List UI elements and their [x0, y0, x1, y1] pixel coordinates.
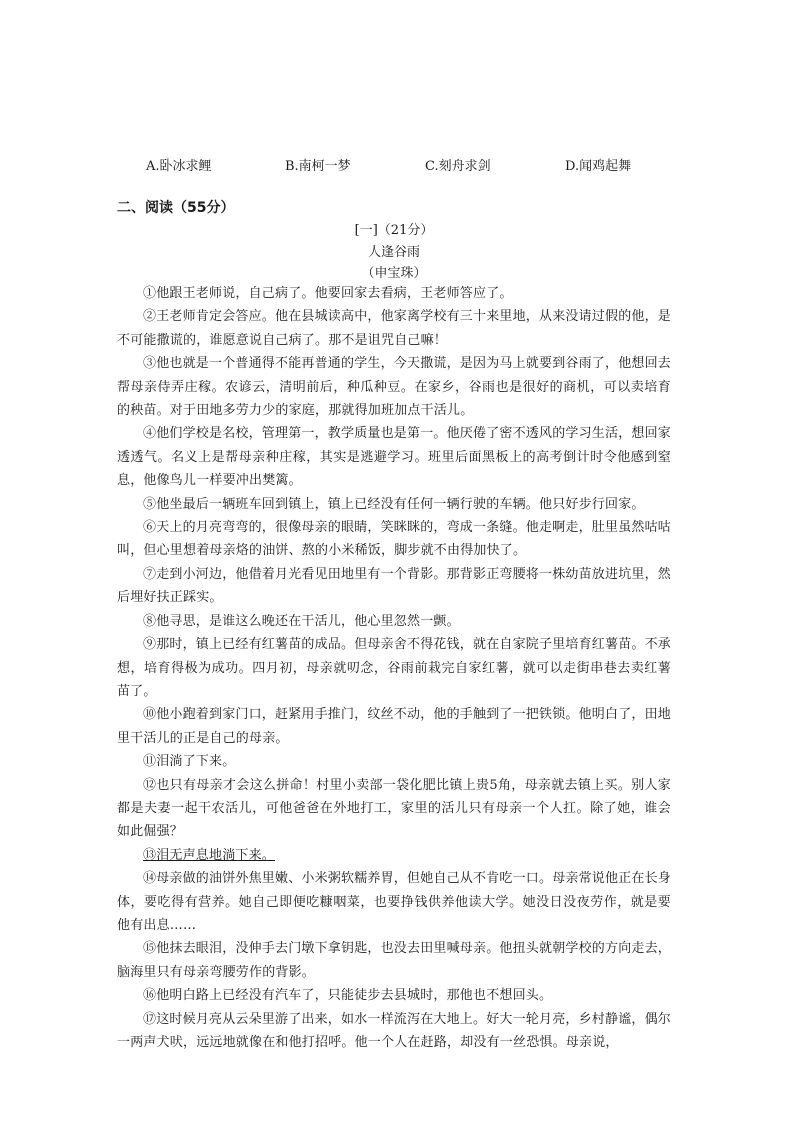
paragraph-12: ⑫也只有母亲才会这么拼命！村里小卖部一袋化肥比镇上贵5角，母亲就去镇上买。别人家都是夫妻一起干农活儿，可他爸爸在外地打工，家里的活儿只有母亲一个人扛。除了她，谁会如此倔强？	[117, 777, 671, 840]
underlined-sentence: ⑬泪无声息地淌下来。	[143, 847, 276, 863]
paragraph-4: ④他们学校是名校，管理第一，教学质量也是第一。他厌倦了密不透风的学习生活，想回家透透气。名义上是帮母亲种庄稼，其实是逃避学习。班里后面黑板上的高考倒计时令他感到窒息，他像鸟儿一样要冲出樊篱。	[117, 426, 672, 489]
paragraph-8: ⑧他寻思，是谁这么晚还在干活儿，他心里忽然一颤。	[143, 613, 460, 629]
paragraph-1: ①他跟王老师说，自己病了。他要回家去看病，王老师答应了。	[143, 286, 513, 301]
paragraph-5: ⑤他坐最后一辆班车回到镇上，镇上已经没有任何一辆行驶的车辆。他只好步行回家。	[143, 496, 645, 512]
paragraph-11: ⑪泪淌了下来。	[143, 754, 236, 770]
paragraph-9: ⑨那时，镇上已经有红薯苗的成品。但母亲舍不得花钱，就在自家院子里培育红薯苗。不承想，培育得极为成功。四月初，母亲就叨念，谷雨前栽完自家红薯，就可以走街串巷去卖红薯苗了。	[117, 637, 672, 699]
paragraph-2: ②王老师肯定会答应。他在县城读高中，他家离学校有三十来里地，从来没请过假的他，是不可能撒谎的，谁愿意说自己病了。那不是诅咒自己嘛！	[117, 309, 672, 348]
option-d: D.闻鸡起舞	[565, 159, 632, 174]
paragraph-17: ⑰这时候月亮从云朵里游了出来，如水一样流泻在大地上。好大一轮月亮，乡村静谧，偶尔一两声犬吠，远远地就像在和他打招呼。他一个人在赶路，却没有一丝恐惧。母亲说，	[117, 1011, 672, 1050]
paragraph-10: ⑩他小跑着到家门口，赶紧用手推门，纹丝不动，他的手触到了一把铁锁。他明白了，田地里干活儿的正是自己的母亲。	[117, 707, 672, 746]
passage-body	[117, 282, 671, 1054]
passage-part-label: [一]（21分）	[354, 223, 434, 238]
paragraph-16: ⑯他明白路上已经没有汽车了，只能徒步去县城时，那他也不想回头。	[143, 988, 553, 1004]
paragraph-7: ⑦走到小河边，他借着月光看见田地里有一个背影。那背影正弯腰将一株幼苗放进坑里，然后埋好扶正踩实。	[117, 566, 672, 606]
choice-options	[146, 155, 706, 177]
option-c: C.刻舟求剑	[425, 159, 491, 174]
option-a: A.卧冰求鲤	[146, 159, 212, 174]
paragraph-14: ⑭母亲做的油饼外焦里嫩、小米粥软糯养胃，但她自己从不肯吃一口。母亲常说他正在长身体，要吃得有营养。她自己即便吃糠咽菜，也要挣钱供养他读大学。她没日没夜劳作，就是要他有出息……	[117, 871, 672, 933]
passage-author: （申宝珠）	[361, 266, 427, 281]
paragraph-13	[117, 844, 671, 867]
passage-title: 人逢谷雨	[367, 245, 420, 260]
option-b: B.南柯一梦	[285, 159, 351, 174]
paragraph-6: ⑥天上的月亮弯弯的，很像母亲的眼睛，笑眯眯的，弯成一条缝。他走啊走，肚里虽然咕咕叫，但心里想着母亲烙的油饼、熬的小米稀饭，脚步就不由得加快了。	[117, 520, 672, 559]
paragraph-15: ⑮他抹去眼泪，没伸手去门墩下拿钥匙，也没去田里喊母亲。他扭头就朝学校的方向走去，脑海里只有母亲弯腰劳作的背影。	[117, 941, 672, 980]
section-title: 二、阅读（55分）	[117, 200, 235, 216]
paragraph-3: ③他也就是一个普通得不能再普通的学生，今天撒谎，是因为马上就要到谷雨了，他想回去帮母亲侍弄庄稼。农谚云，清明前后，种瓜种豆。在家乡，谷雨也是很好的商机，可以卖培育的秧苗。对于田地多劳力少的家庭，那就得加班加点干活儿。	[117, 356, 672, 419]
